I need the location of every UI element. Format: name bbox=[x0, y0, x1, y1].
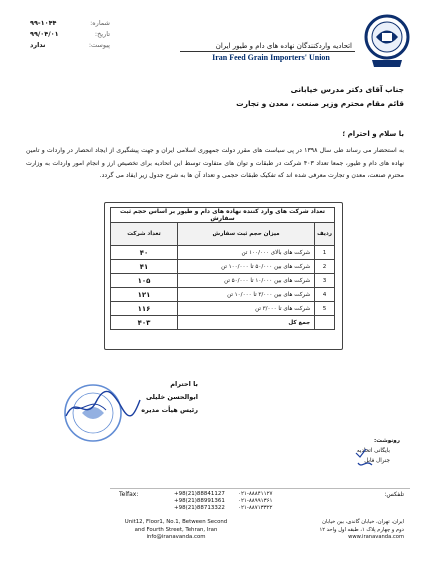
addressee-block bbox=[236, 83, 404, 111]
cc-title: رونوشت: bbox=[374, 438, 400, 444]
footer-address-en: Unit12, Floor1, No.1, Between Second and Fourth Street, Tehran, Iran info@iranavanda.com bbox=[116, 519, 236, 542]
table-row: 2 شرکت های بین ۵۰/۰۰۰ تا ۱۰۰/۰۰۰ تن ۴۱ bbox=[111, 260, 335, 274]
footer-website-link[interactable]: www.iranavanda.com bbox=[348, 534, 404, 540]
greeting: با سلام و احترام ؛ bbox=[342, 130, 404, 138]
footer-telfax-label-en: Telfax: bbox=[119, 491, 139, 498]
footer-address-fa: ایران، تهران، خیابان گاندی، بین خیابان دوم و چهارم پلاک ۱، طبقه اول واحد ۱۲ www.iranavanda.com bbox=[284, 519, 404, 542]
org-name-english: Iran Feed Grain Importers' Union bbox=[212, 53, 330, 62]
orders-table-wrapper bbox=[110, 207, 335, 330]
meta-date: تاریخ: ۹۹/۰۴/۰۱ bbox=[30, 30, 110, 38]
letter-meta bbox=[30, 18, 110, 51]
header-desc: میزان حجم ثبت سفارش bbox=[178, 223, 315, 246]
header-count: تعداد شرکت bbox=[111, 223, 178, 246]
total-label: جمع کل bbox=[178, 316, 315, 330]
meta-attachment: پیوست: ندارد bbox=[30, 41, 110, 49]
footer-phones-intl: +98(21)88841127 +98(21)88991361 +98(21)88713322 bbox=[174, 491, 225, 511]
table-row: 1 شرکت های بالای ۱۰۰/۰۰۰ تن ۴۰ bbox=[111, 246, 335, 260]
footer-divider bbox=[110, 488, 410, 489]
table-row: 4 شرکت های بین ۳/۰۰۰ تا ۱۰/۰۰۰ تن ۱۲۱ bbox=[111, 288, 335, 302]
footer-phones-local: ۰۲۱-۸۸۸۴۱۱۲۷ ۰۲۱-۸۸۹۹۱۳۶۱ ۰۲۱-۸۸۷۱۳۳۲۲ bbox=[238, 491, 273, 511]
meta-number: شماره: ۹۹-۱۰۴۴ bbox=[30, 19, 110, 27]
handwritten-check-icon bbox=[352, 447, 376, 471]
union-logo-icon bbox=[362, 12, 412, 72]
table-frame bbox=[104, 202, 343, 350]
addressee-title: قائم مقام محترم وزیر صنعت ، معدن و تجارت bbox=[236, 99, 404, 108]
table-row: 3 شرکت های بین ۱۰/۰۰۰ تا ۵۰/۰۰۰ تن ۱۰۵ bbox=[111, 274, 335, 288]
signature-block bbox=[118, 378, 198, 417]
header-rule bbox=[180, 51, 355, 52]
org-name-persian: اتحادیه واردکنندگان نهاده های دام و طیور ایران bbox=[215, 42, 352, 50]
signer-name: ابوالحسن خلیلی bbox=[145, 393, 198, 401]
signer-title: رئیس هیأت مدیره bbox=[141, 406, 198, 414]
cc-item: بایگانی اتحادیه bbox=[356, 448, 390, 454]
letter-body: به استحضار می رساند طی سال ۱۳۹۸ در پی سیاست های مقرر دولت جمهوری اسلامی ایران و جهت پیشگیری از ایجاد انحصار در واردات و تامین نهاده های دام و طیور، جمعا تعداد ۴۰۳ شرکت در طبقات و توان های متفاوت توسط این اتحادیه برای تخصیص ارز و انجام امور واردات به وزارت محترم صنعت، معدن و تجارت معرفی شده اند که تفکیک طبقات حجمی و تعداد آن ها به شرح جدول زیر ایفاد می گردد. bbox=[26, 147, 405, 179]
table-title: تعداد شرکت های وارد کننده نهاده های دام و طیور بر اساس حجم ثبت سفارش bbox=[111, 208, 335, 223]
footer-telfax-label-fa: تلفکس: bbox=[384, 491, 404, 498]
total-count: ۴۰۳ bbox=[111, 316, 178, 330]
addressee-name: جناب آقای دکتر مدرس خیابانی bbox=[290, 85, 404, 94]
header-idx: ردیف bbox=[315, 223, 335, 246]
cc-item: جنرال فایل bbox=[364, 458, 390, 464]
footer-email-link[interactable]: info@iranavanda.com bbox=[146, 534, 206, 540]
signature-closing: با احترام bbox=[170, 380, 198, 388]
table-row: 5 شرکت های تا ۳/۰۰۰ تن ۱۱۶ bbox=[111, 302, 335, 316]
